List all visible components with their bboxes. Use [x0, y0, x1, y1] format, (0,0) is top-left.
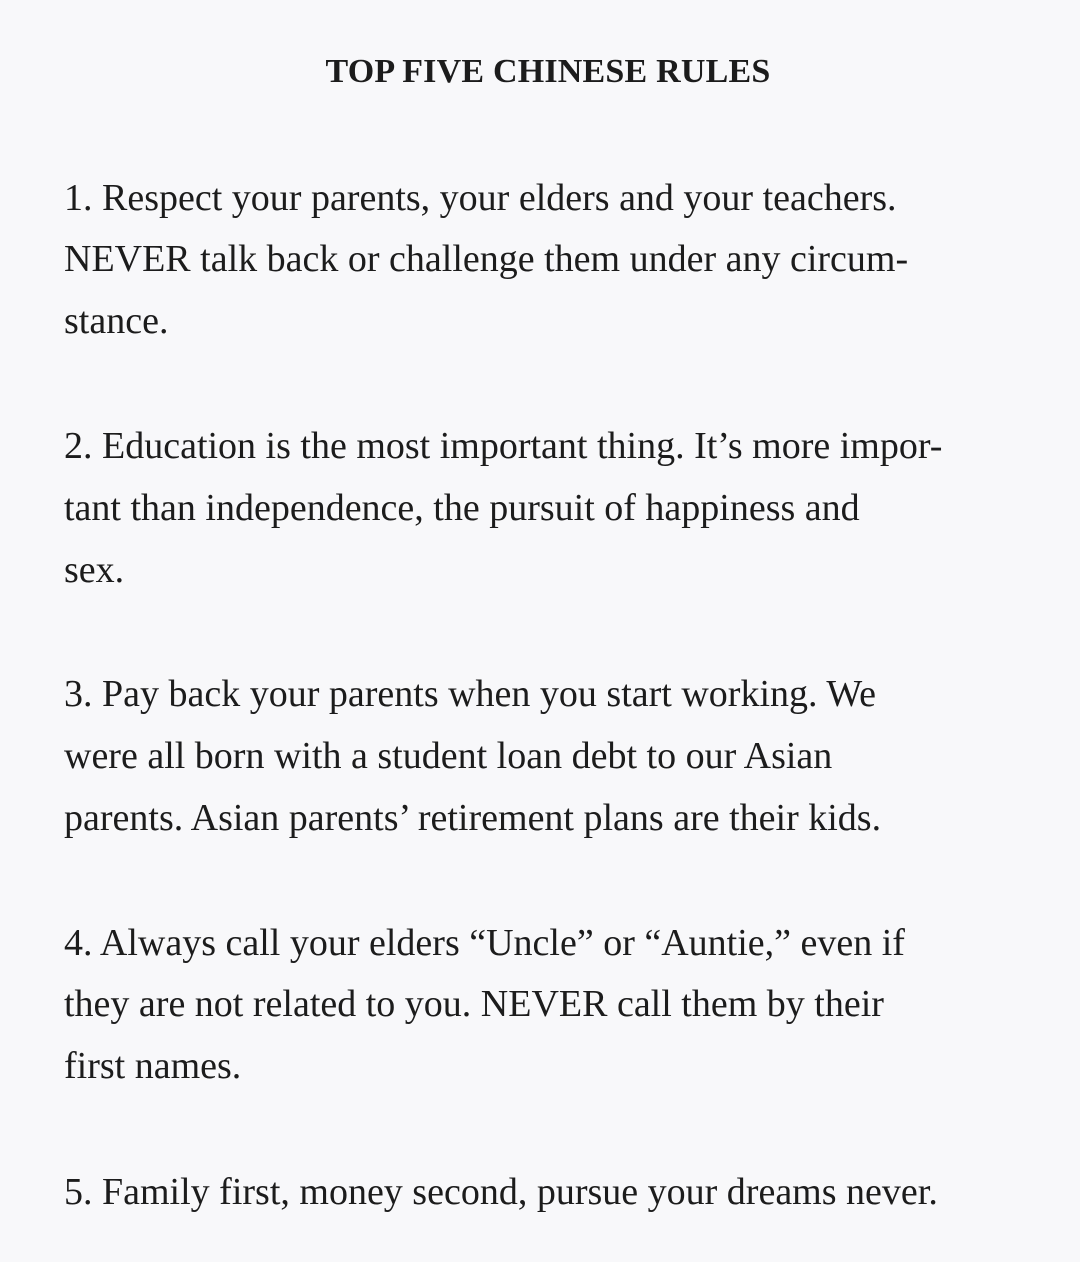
- rule-2-line-1: 2. Education is the most important thing. It’s more impor-: [64, 425, 943, 467]
- rule-1-line-1: 1. Respect your parents, your elders and your teachers.: [64, 177, 897, 219]
- rule-4-line-3: first names.: [64, 1045, 242, 1087]
- rule-2-line-3: sex.: [64, 549, 125, 591]
- rule-1-line-2: NEVER talk back or challenge them under any circum-: [64, 238, 909, 280]
- rule-4-line-1: 4. Always call your elders “Uncle” or “Auntie,” even if: [64, 922, 905, 964]
- rule-4-line-2: they are not related to you. NEVER call them by their: [64, 983, 884, 1025]
- rule-5-line-1: 5. Family first, money second, pursue your dreams never.: [64, 1171, 938, 1213]
- rule-3-line-3: parents. Asian parents’ retirement plans are their kids.: [64, 797, 882, 839]
- rule-3-line-1: 3. Pay back your parents when you start working. We: [64, 673, 877, 715]
- rule-3-line-2: were all born with a student loan debt to our Asian: [64, 735, 833, 777]
- page-title: TOP FIVE CHINESE RULES: [325, 53, 771, 90]
- rule-1-line-3: stance.: [64, 300, 169, 342]
- rule-2-line-2: tant than independence, the pursuit of happiness and: [64, 487, 860, 529]
